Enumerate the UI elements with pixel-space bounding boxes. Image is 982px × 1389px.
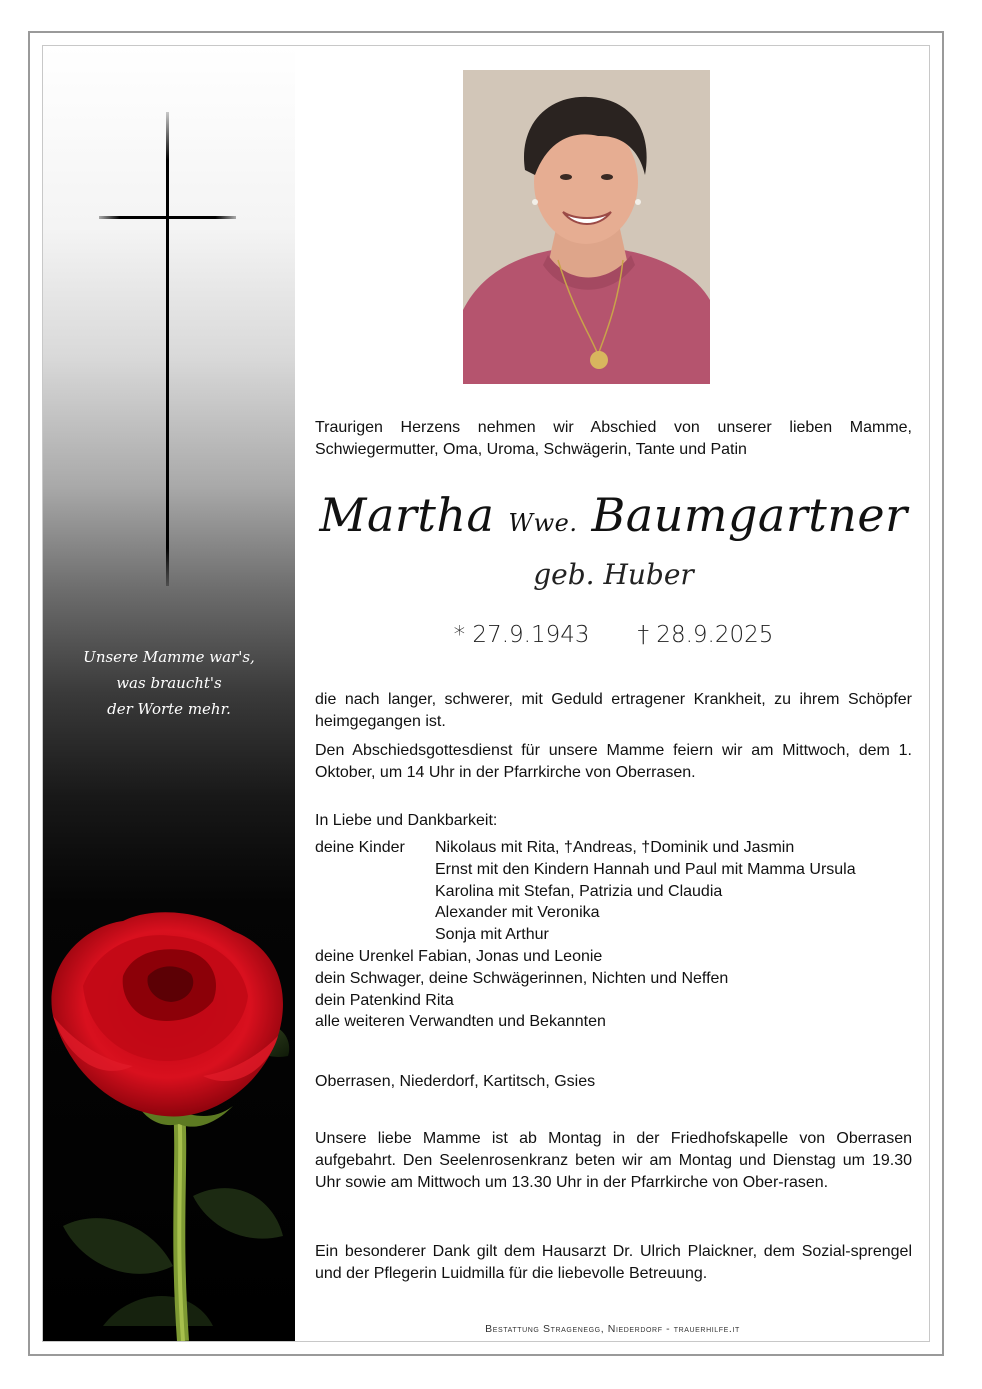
cross-icon bbox=[166, 112, 169, 586]
service-text: Den Abschiedsgottesdienst für unsere Mamme feiern wir am Mittwoch, dem 1. Oktober, um 14 Uhr in der Pfarrkirche von Oberrasen. bbox=[315, 742, 912, 781]
list-item: Nikolaus mit Rita, †Andreas, †Dominik und Jasmin bbox=[435, 839, 795, 856]
quote-line: der Worte mehr. bbox=[107, 700, 231, 718]
intro-text: Traurigen Herzens nehmen wir Abschied von unserer lieben Mamme, Schwiegermutter, Oma, Uroma, Schwägerin, Tante und Patin bbox=[315, 419, 912, 458]
kids-block bbox=[315, 837, 915, 946]
deceased-name bbox=[315, 488, 912, 542]
list-item: dein Patenkind Rita bbox=[315, 991, 454, 1009]
list-item: dein Schwager, deine Schwägerinnen, Nichten und Neffen bbox=[315, 969, 729, 987]
places-line: Oberrasen, Niederdorf, Kartitsch, Gsies bbox=[315, 1073, 596, 1090]
family-list bbox=[315, 837, 915, 1033]
footer-credit: Bestattung Stragenegg, Niederdorf - trauerhilfe.it bbox=[485, 1323, 740, 1335]
viewing-text: Unsere liebe Mamme ist ab Montag in der Friedhofskapelle von Oberrasen aufgebahrt. Den Seelenrosenkranz beten wir am Montag und Dienstag um 19.30 Uhr sowie am Mittwoch um 13.30 Uhr in der Pfarrkirche von Ober-rasen. bbox=[315, 1130, 912, 1191]
first-name: Martha bbox=[319, 488, 495, 542]
death-text: die nach langer, schwerer, mit Geduld ertragener Krankheit, zu ihrem Schöpfer heimgegangen ist. bbox=[315, 691, 912, 730]
love-line: In Liebe und Dankbarkeit: bbox=[315, 812, 498, 829]
life-dates bbox=[315, 622, 912, 648]
side-panel bbox=[43, 46, 295, 1341]
side-quote bbox=[63, 644, 275, 722]
list-item: deine Urenkel Fabian, Jonas und Leonie bbox=[315, 947, 603, 965]
cross-bar bbox=[99, 216, 236, 219]
list-item: Sonja mit Arthur bbox=[435, 926, 549, 944]
rose-image bbox=[43, 866, 295, 1341]
kids-label: deine Kinder bbox=[315, 839, 405, 856]
birth-date: * 27.9.1943 bbox=[453, 622, 590, 648]
quote-line: Unsere Mamme war's, bbox=[83, 648, 255, 666]
list-item: alle weiteren Verwandten und Bekannten bbox=[315, 1013, 606, 1031]
kids-list bbox=[435, 837, 856, 946]
portrait-photo bbox=[463, 70, 710, 384]
list-item: Alexander mit Veronika bbox=[435, 904, 600, 922]
maiden-name: geb. Huber bbox=[533, 558, 694, 591]
quote-line: was braucht's bbox=[116, 674, 222, 692]
last-name: Baumgartner bbox=[591, 488, 908, 542]
thanks-text: Ein besonderer Dank gilt dem Hausarzt Dr. Ulrich Plaickner, dem Sozial-sprengel und der Pflegerin Luidmilla für die liebevolle Betreuung. bbox=[315, 1243, 912, 1282]
death-date: † 28.9.2025 bbox=[637, 622, 774, 648]
name-title: Wwe. bbox=[508, 509, 578, 537]
list-item: Karolina mit Stefan, Patrizia und Claudia bbox=[435, 882, 723, 900]
list-item: Ernst mit den Kindern Hannah und Paul mit Mamma Ursula bbox=[435, 860, 856, 878]
